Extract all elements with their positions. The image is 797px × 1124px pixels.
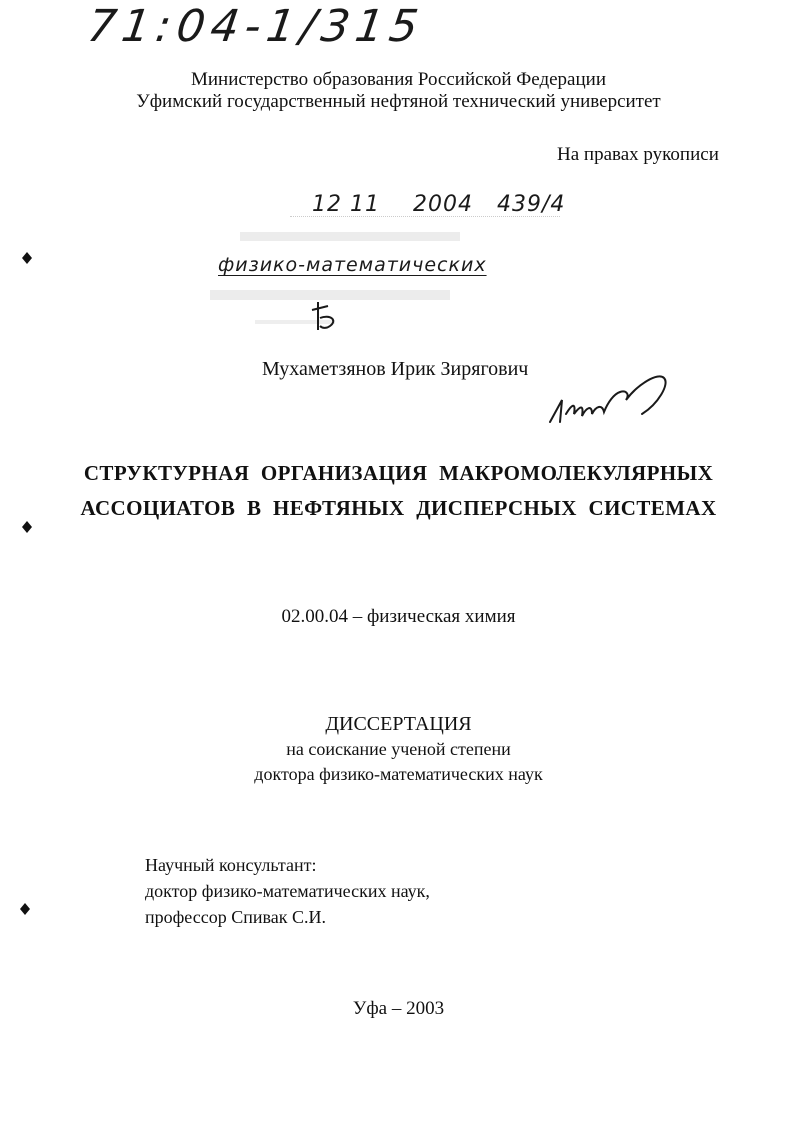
title-line-1: СТРУКТУРНАЯ ОРГАНИЗАЦИЯ МАКРОМОЛЕКУЛЯРНЫХ <box>83 461 714 485</box>
university-line: Уфимский государственный нефтяной технический университет <box>136 91 661 112</box>
city-year: Уфа – 2003 <box>352 998 445 1019</box>
stamp-date-day: 12 <box>312 192 342 217</box>
dissertation-label: ДИССЕРТАЦИЯ <box>325 713 472 735</box>
ministry-line: Министерство образования Российской Федерации <box>191 69 606 90</box>
stamp-number: 439/4 <box>497 192 566 217</box>
stamp-handwritten-field: физико-математических <box>218 254 487 276</box>
author-signature <box>546 364 676 436</box>
manuscript-rights: На правах рукописи <box>557 144 719 165</box>
stamp-line <box>290 216 560 218</box>
dissertation-purpose: на соискание ученой степени <box>286 739 511 759</box>
binding-mark-3 <box>20 903 30 915</box>
initial-mark <box>308 296 348 336</box>
author-name: Мухаметзянов Ирик Зирягович <box>262 358 529 380</box>
consultant-name: профессор Спивак С.И. <box>145 907 326 927</box>
stamp-date-year: 2004 <box>413 192 473 217</box>
dissertation-degree: доктора физико-математических наук <box>254 764 543 784</box>
stamp-date-month: 11 <box>350 192 380 217</box>
binding-mark-1 <box>22 252 32 264</box>
consultant-degree: доктор физико-математических наук, <box>145 881 430 901</box>
specialty: 02.00.04 – физическая химия <box>281 606 516 627</box>
stamp-ghost-bar-1 <box>240 232 460 241</box>
archive-code: 71:04-1/315 <box>84 1 428 52</box>
binding-mark-2 <box>22 521 32 533</box>
title-line-2: АССОЦИАТОВ В НЕФТЯНЫХ ДИСПЕРСНЫХ СИСТЕМАХ <box>80 496 717 520</box>
consultant-label: Научный консультант: <box>145 855 317 875</box>
